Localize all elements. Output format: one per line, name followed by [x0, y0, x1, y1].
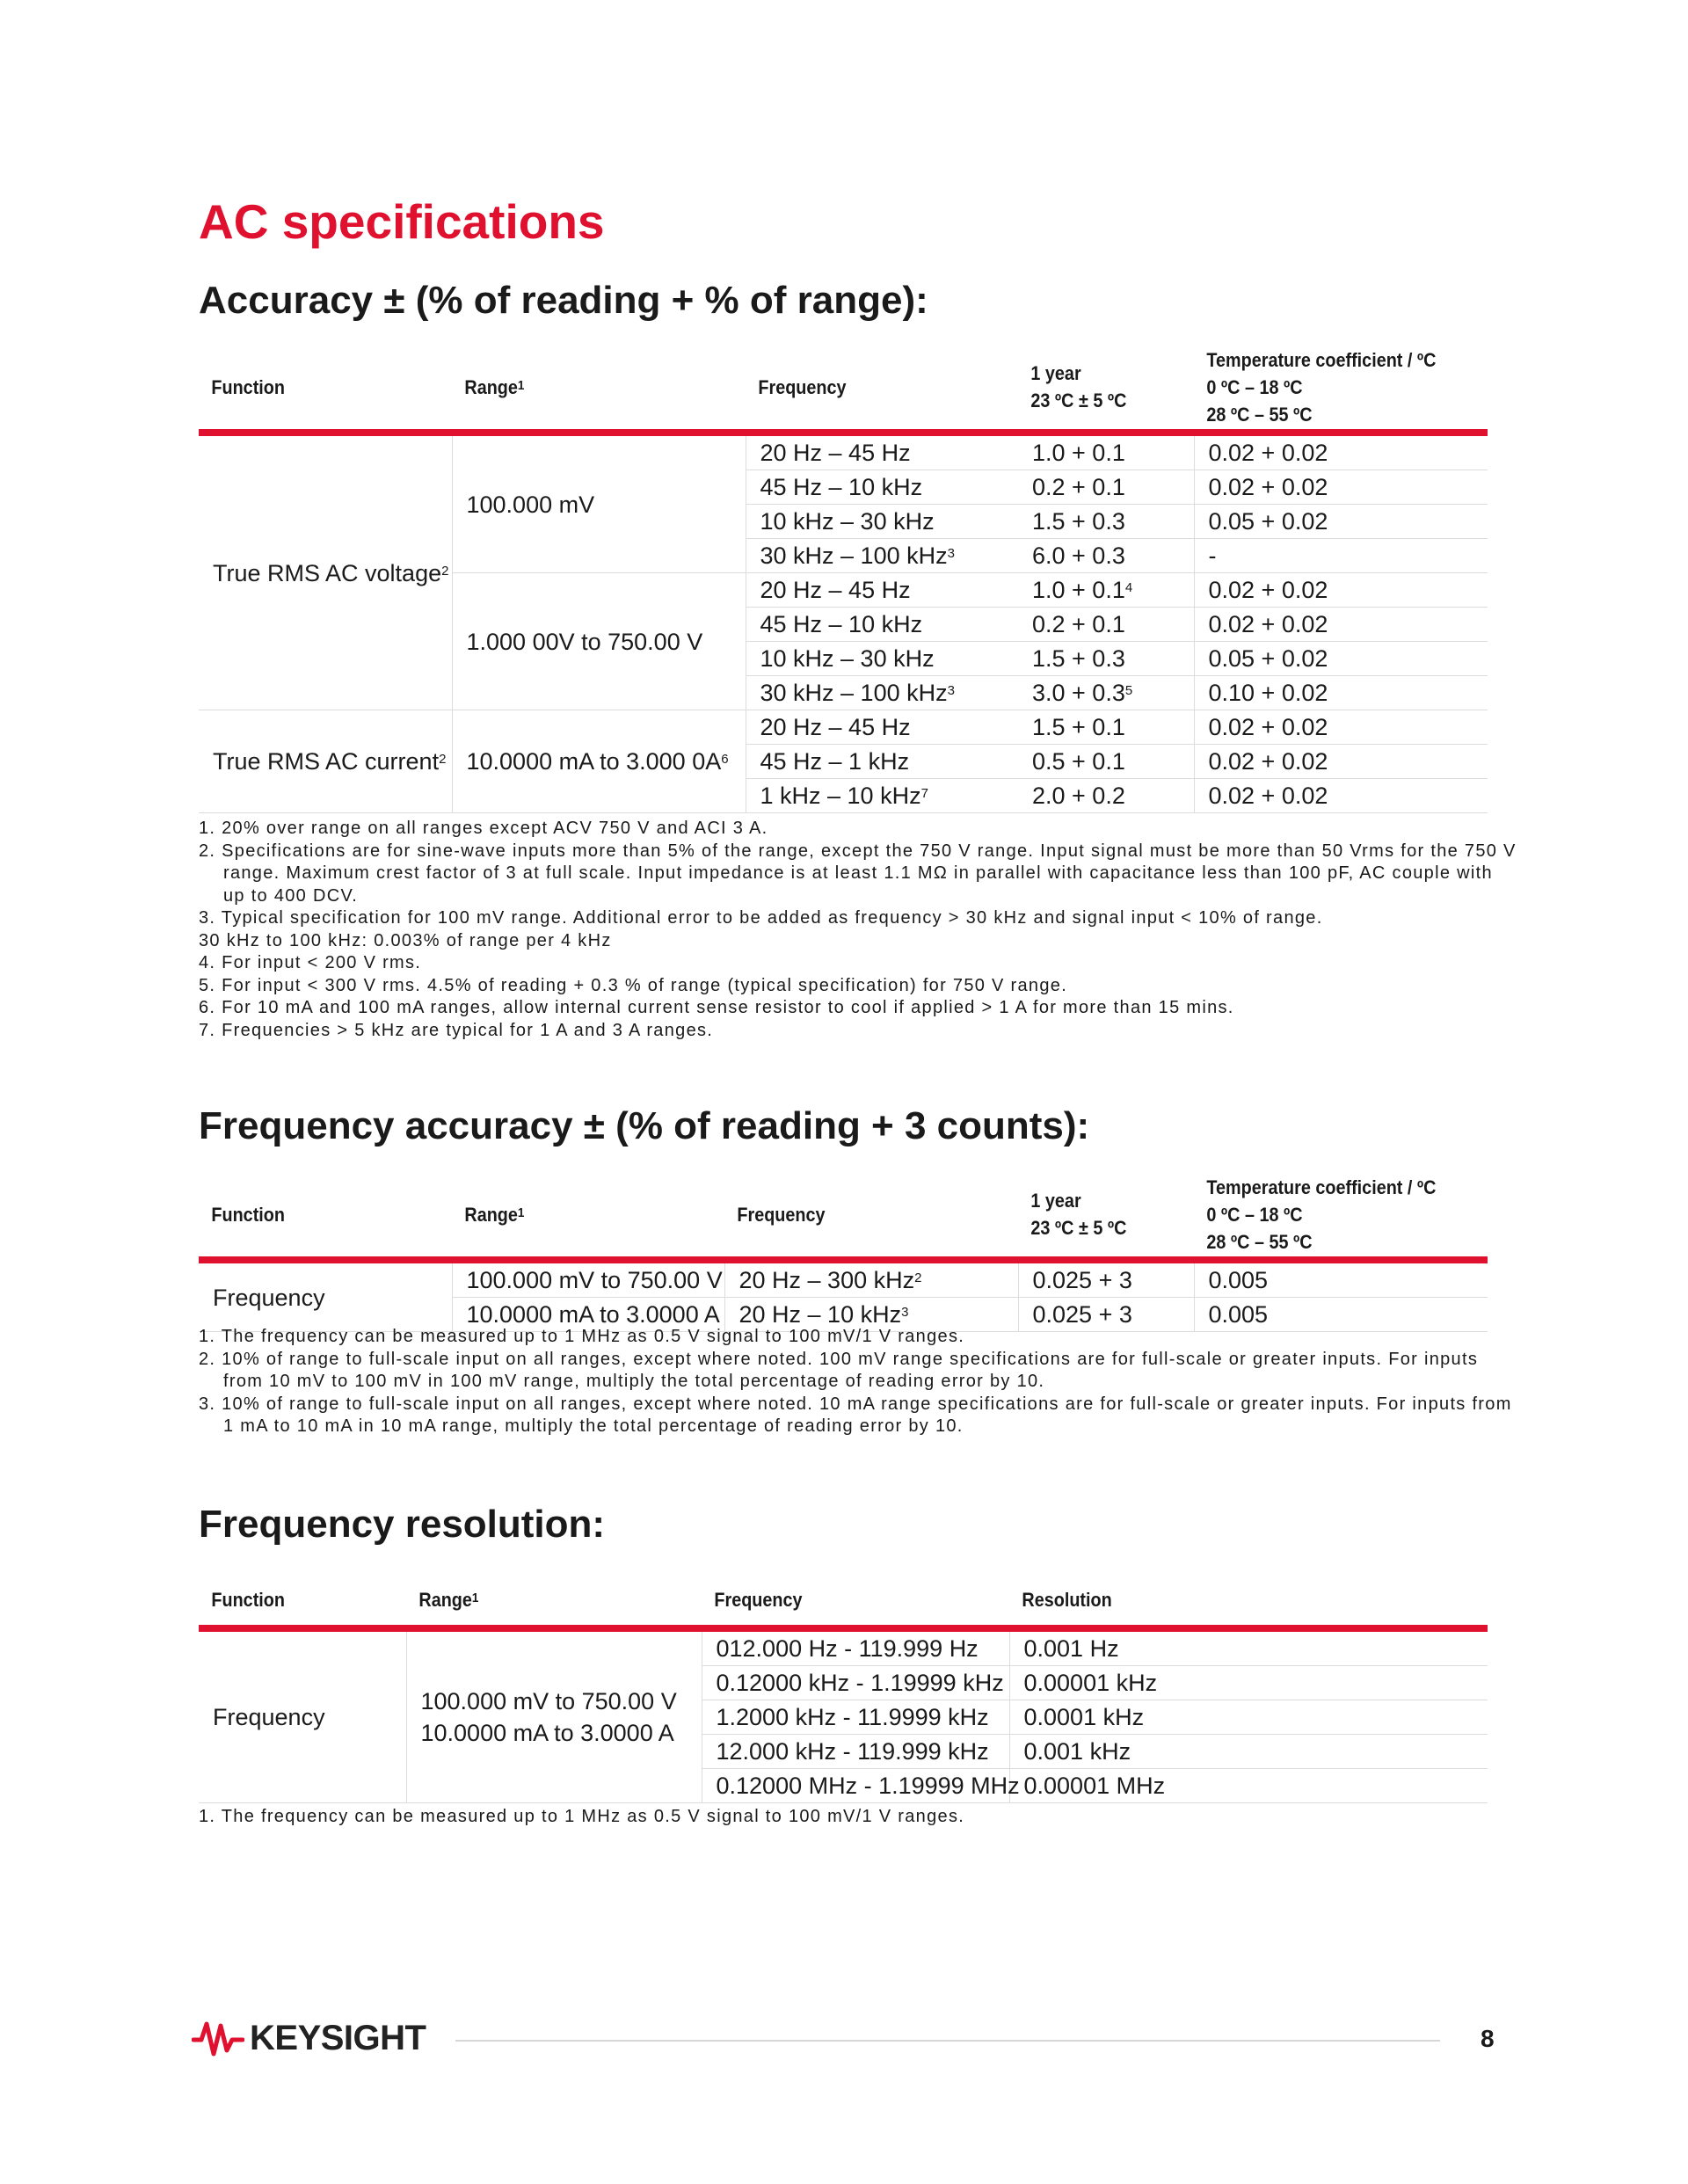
frequency-value: 45 Hz – 1 kHz [760, 748, 910, 775]
range-line: 10.0000 mA to 3.0000 A [420, 1720, 674, 1746]
footnote-ref: 7 [920, 786, 928, 801]
table-row [199, 710, 1488, 745]
year-value: 1.0 + 0.1 [1032, 577, 1125, 603]
page-number: 8 [1481, 2025, 1495, 2052]
footnote: 6. For 10 mA and 100 mA ranges, allow internal current sense resistor to cool if applied > 1 A for more than 15 mins. [199, 998, 1234, 1017]
temp-cell: 0.05 + 0.02 [1194, 505, 1488, 539]
footer-divider [455, 2040, 1440, 2042]
temp-cell: 0.02 + 0.02 [1194, 779, 1488, 813]
table-row [199, 433, 1488, 470]
header-frequency: Frequency [724, 1172, 989, 1260]
frequency-cell [746, 745, 1018, 779]
header-year-line1: 1 year [1030, 362, 1081, 384]
header-function: Function [199, 1574, 385, 1628]
brand-name: KEYSIGHT [250, 2018, 426, 2057]
range-cell: 100.000 mV to 750.00 V [452, 1260, 724, 1298]
temp-cell: 0.02 + 0.02 [1194, 573, 1488, 608]
frequency-value: 1 kHz – 10 kHz [760, 783, 921, 809]
frequency-cell [746, 608, 1018, 642]
temp-cell: 0.02 + 0.02 [1194, 710, 1488, 745]
year-value: 3.0 + 0.3 [1032, 680, 1125, 706]
header-temp-line3: 28 ºC – 55 ºC [1206, 1230, 1313, 1253]
frequency-cell [746, 710, 1018, 745]
accuracy-table [199, 345, 1488, 813]
frequency-value: 30 kHz – 100 kHz [760, 542, 948, 569]
year-cell [1018, 573, 1194, 608]
frequency-value: 45 Hz – 10 kHz [760, 611, 923, 637]
function-label: True RMS AC current [213, 748, 440, 775]
footnote: 30 kHz to 100 kHz: 0.003% of range per 4 kHz [199, 930, 612, 950]
frequency-cell: 1.2000 kHz - 11.9999 kHz [702, 1700, 1009, 1735]
frequency-cell: 012.000 Hz - 119.999 Hz [702, 1628, 1009, 1666]
freq-resolution-heading: Frequency resolution: [199, 1503, 606, 1546]
header-1-year [1018, 345, 1176, 433]
year-value: 1.5 + 0.3 [1032, 508, 1125, 535]
footnote-ref: 3 [901, 1305, 909, 1320]
frequency-cell [746, 505, 1018, 539]
range-cell [452, 710, 746, 813]
footnote: 2. Specifications are for sine-wave inputs more than 5% of the range, except the 750 V range. Input signal must be more than 50 Vrms for the 750 V range. Maximum crest factor of 3 at full scale. Input impedance is at least 1.1 MΩ in parallel with capacitance less than 100 pF, AC couple with up to 400 DCV. [199, 841, 1517, 906]
frequency-value: 30 kHz – 100 kHz [760, 680, 948, 706]
header-range-label: Range [464, 1203, 518, 1226]
header-1-year [1018, 1172, 1176, 1260]
function-cell: Frequency [199, 1628, 406, 1803]
header-temp-line2: 0 ºC – 18 ºC [1206, 1203, 1303, 1226]
header-year-line1: 1 year [1030, 1190, 1081, 1212]
function-note: 2 [439, 752, 447, 767]
accuracy-heading: Accuracy ± (% of reading + % of range): [199, 279, 928, 322]
table-row [199, 1628, 1488, 1666]
header-range-note: 1 [517, 377, 525, 393]
header-range-label: Range [464, 375, 518, 398]
footnote: 5. For input < 300 V rms. 4.5% of reading + 0.3 % of range (typical specification) for 750 V range. [199, 975, 1068, 995]
page-title: AC specifications [199, 194, 605, 249]
footnote: 1. The frequency can be measured up to 1 MHz as 0.5 V signal to 100 mV/1 V ranges. [199, 1327, 965, 1346]
year-cell: 0.5 + 0.1 [1018, 745, 1194, 779]
freq-resolution-table [199, 1574, 1488, 1803]
frequency-value: 20 Hz – 45 Hz [760, 440, 911, 466]
footnote-ref: 3 [947, 546, 955, 561]
range-cell: 1.000 00V to 750.00 V [452, 573, 746, 710]
function-cell: Frequency [199, 1260, 452, 1332]
keysight-wave-icon [192, 2019, 244, 2057]
year-value: 0.2 + 0.1 [1032, 474, 1125, 500]
keysight-logo [192, 2019, 426, 2057]
temp-cell: 0.005 [1194, 1260, 1488, 1298]
year-cell [1018, 608, 1194, 642]
frequency-cell [746, 779, 1018, 813]
footnote: 1. 20% over range on all ranges except ACV 750 V and ACI 3 A. [199, 819, 768, 838]
footnote-ref: 3 [947, 683, 955, 698]
frequency-value: 10 kHz – 30 kHz [760, 645, 935, 672]
header-function: Function [199, 345, 426, 433]
year-cell: 0.025 + 3 [1018, 1260, 1194, 1298]
year-cell [1018, 470, 1194, 505]
footnote: 3. 10% of range to full-scale input on all ranges, except where noted. 10 mA range specifications are for full-scale or greater inputs. For inputs from 1 mA to 10 mA in 10 mA range, multiply the total percentage of reading error by 10. [199, 1394, 1512, 1436]
frequency-value: 10 kHz – 30 kHz [760, 508, 935, 535]
range-value: 10.0000 mA to 3.000 0A [466, 748, 722, 775]
freq-accuracy-table [199, 1172, 1488, 1332]
frequency-cell [746, 539, 1018, 573]
temp-cell: 0.02 + 0.02 [1194, 608, 1488, 642]
year-cell [1018, 433, 1194, 470]
header-temp-line3: 28 ºC – 55 ºC [1206, 403, 1313, 426]
range-cell: 100.000 mV [452, 433, 746, 573]
header-temp-coefficient [1194, 1172, 1459, 1260]
header-range [452, 1172, 697, 1260]
frequency-value: 20 Hz – 45 Hz [760, 714, 911, 740]
header-temp-line2: 0 ºC – 18 ºC [1206, 375, 1303, 398]
footnote: 1. The frequency can be measured up to 1 MHz as 0.5 V signal to 100 mV/1 V ranges. [199, 1807, 965, 1826]
function-cell-voltage [199, 433, 452, 710]
temp-cell: 0.02 + 0.02 [1194, 745, 1488, 779]
footnote: 4. For input < 200 V rms. [199, 953, 422, 972]
frequency-cell [746, 642, 1018, 676]
accuracy-footnotes [199, 818, 1517, 1042]
frequency-cell: 0.12000 kHz - 1.19999 kHz [702, 1666, 1009, 1700]
frequency-cell [746, 573, 1018, 608]
frequency-cell [746, 470, 1018, 505]
header-range-label: Range [418, 1588, 472, 1611]
year-cell [1018, 539, 1194, 573]
header-temp-coefficient [1194, 345, 1459, 433]
year-cell: 0.025 + 3 [1018, 1298, 1194, 1332]
resolution-cell: 0.0001 kHz [1009, 1700, 1488, 1735]
footnote: 2. 10% of range to full-scale input on all ranges, except where noted. 100 mV range specifications are for full-scale or greater inputs. For inputs from 10 mV to 100 mV in 100 mV range, multiply the total percentage of reading error by 10. [199, 1349, 1479, 1391]
header-year-line2: 23 ºC ± 5 ºC [1030, 1217, 1127, 1239]
temp-cell: 0.10 + 0.02 [1194, 676, 1488, 710]
accuracy-header-row [199, 345, 1488, 433]
range-line: 100.000 mV to 750.00 V [420, 1688, 677, 1714]
range-cell [406, 1628, 702, 1803]
temp-cell: 0.05 + 0.02 [1194, 642, 1488, 676]
header-range-note: 1 [517, 1205, 525, 1220]
footnote: 7. Frequencies > 5 kHz are typical for 1 A and 3 A ranges. [199, 1020, 714, 1040]
range-note: 6 [721, 752, 729, 767]
footnote-ref: 2 [914, 1270, 922, 1285]
freq-resolution-header-row [199, 1574, 1488, 1628]
year-value: 1.5 + 0.3 [1032, 645, 1125, 672]
resolution-cell: 0.001 kHz [1009, 1735, 1488, 1769]
footnote-ref: 4 [1124, 580, 1133, 595]
table-row [199, 1260, 1488, 1298]
year-cell [1018, 642, 1194, 676]
freq-resolution-footnotes [199, 1806, 1517, 1829]
header-range [452, 345, 717, 433]
freq-accuracy-footnotes [199, 1326, 1517, 1438]
year-value: 6.0 + 0.3 [1032, 542, 1125, 569]
range-cell: 10.0000 mA to 3.0000 A [452, 1298, 724, 1332]
frequency-value: 20 Hz – 10 kHz [738, 1301, 902, 1328]
header-range-note: 1 [471, 1590, 479, 1605]
temp-cell: 0.005 [1194, 1298, 1488, 1332]
header-resolution: Resolution [1009, 1574, 1440, 1628]
year-cell [1018, 676, 1194, 710]
function-note: 2 [441, 563, 449, 579]
temp-cell: - [1194, 539, 1488, 573]
frequency-cell: 0.12000 MHz - 1.19999 MHz [702, 1769, 1009, 1803]
year-cell: 1.5 + 0.1 [1018, 710, 1194, 745]
frequency-value: 20 Hz – 45 Hz [760, 577, 911, 603]
footnote: 3. Typical specification for 100 mV range. Additional error to be added as frequency > 30 kHz and signal input < 10% of range. [199, 908, 1323, 928]
header-frequency: Frequency [746, 345, 991, 433]
year-value: 1.0 + 0.1 [1032, 440, 1125, 466]
function-label: True RMS AC voltage [213, 559, 442, 586]
frequency-value: 20 Hz – 300 kHz [738, 1267, 915, 1293]
frequency-cell [724, 1260, 1018, 1298]
frequency-cell: 12.000 kHz - 119.999 kHz [702, 1735, 1009, 1769]
freq-accuracy-header-row [199, 1172, 1488, 1260]
resolution-cell: 0.001 Hz [1009, 1628, 1488, 1666]
frequency-value: 45 Hz – 10 kHz [760, 474, 923, 500]
year-value: 0.2 + 0.1 [1032, 611, 1125, 637]
header-year-line2: 23 ºC ± 5 ºC [1030, 389, 1127, 411]
frequency-cell [746, 676, 1018, 710]
year-cell [1018, 505, 1194, 539]
function-cell-current [199, 710, 452, 813]
resolution-cell: 0.00001 kHz [1009, 1666, 1488, 1700]
freq-accuracy-heading: Frequency accuracy ± (% of reading + 3 counts): [199, 1104, 1090, 1147]
header-frequency: Frequency [702, 1574, 979, 1628]
header-function: Function [199, 1172, 426, 1260]
footnote-ref: 5 [1124, 683, 1133, 698]
year-cell: 2.0 + 0.2 [1018, 779, 1194, 813]
header-range [406, 1574, 672, 1628]
header-temp-line1: Temperature coefficient / ºC [1206, 348, 1437, 371]
temp-cell: 0.02 + 0.02 [1194, 470, 1488, 505]
temp-cell: 0.02 + 0.02 [1194, 433, 1488, 470]
header-temp-line1: Temperature coefficient / ºC [1206, 1176, 1437, 1198]
frequency-cell [746, 433, 1018, 470]
resolution-cell: 0.00001 MHz [1009, 1769, 1488, 1803]
